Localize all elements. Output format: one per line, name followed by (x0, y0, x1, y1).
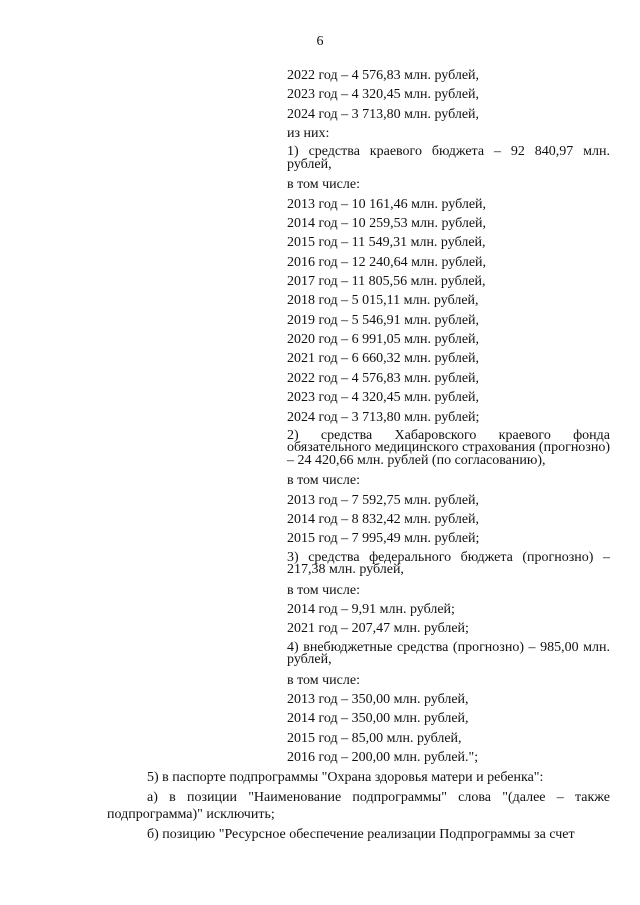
list-line: 2014 год – 9,91 млн. рублей; (287, 602, 455, 618)
list-line: 2013 год – 350,00 млн. рублей, (287, 692, 469, 708)
page-number: 6 (316, 34, 324, 49)
list-line: 2016 год – 12 240,64 млн. рублей, (287, 254, 487, 270)
list-line: 2021 год – 207,47 млн. рублей; (287, 621, 469, 637)
list-line: 2015 год – 85,00 млн. рублей, (287, 730, 462, 746)
extrabudgetary-heading: 4) внебюджетные средства (прогнозно) – 985,00 млн. рублей, (287, 639, 610, 668)
item-5a-text: а) в позиции "Наименование подпрограммы" слова "(далее – также подпрограмма)" исключить; (107, 789, 610, 822)
list-line: 2013 год – 7 592,75 млн. рублей, (287, 492, 480, 508)
list-line: из них: (287, 126, 330, 142)
list-line: 2014 год – 8 832,42 млн. рублей, (287, 512, 480, 528)
list-line: 2014 год – 350,00 млн. рублей, (287, 711, 469, 727)
regional-budget-heading: 1) средства краевого бюджета – 92 840,97 млн. рублей, (287, 144, 610, 172)
list-line: 2019 год – 5 546,91 млн. рублей, (287, 312, 480, 328)
list-line: 2018 год – 5 015,11 млн. рублей, (287, 293, 479, 309)
item-5b-text: б) позицию "Ресурсное обеспечение реализации Подпрограммы за счет (147, 826, 575, 842)
list-line: в том числе: (287, 177, 360, 193)
list-line: в том числе: (287, 473, 360, 489)
insurance-fund-heading: 2) средства Хабаровского краевого фонда обязательного медицинского страхования (прогнозно) – 24 420,66 млн. рублей (по согласованию), (287, 427, 610, 468)
list-line: 2015 год – 7 995,49 млн. рублей; (287, 531, 480, 547)
list-line: 2024 год – 3 713,80 млн. рублей; (287, 409, 480, 425)
list-line: 2024 год – 3 713,80 млн. рублей, (287, 106, 480, 122)
list-line: в том числе: (287, 672, 360, 688)
list-line: 2023 год – 4 320,45 млн. рублей, (287, 390, 480, 406)
list-line: 2020 год – 6 991,05 млн. рублей, (287, 332, 480, 348)
funding-list (287, 66, 610, 767)
list-line: 2013 год – 10 161,46 млн. рублей, (287, 196, 487, 212)
list-line: 2023 год – 4 320,45 млн. рублей, (287, 87, 480, 103)
list-line: в том числе: (287, 582, 360, 598)
list-line: 2014 год – 10 259,53 млн. рублей, (287, 216, 487, 232)
list-line: 2015 год – 11 549,31 млн. рублей, (287, 235, 486, 251)
amendment-items (107, 768, 610, 844)
item-5-text: 5) в паспорте подпрограммы "Охрана здоровья матери и ребенка": (147, 770, 544, 785)
list-line: 2021 год – 6 660,32 млн. рублей, (287, 351, 480, 367)
list-line: 2022 год – 4 576,83 млн. рублей, (287, 68, 480, 83)
list-line: 2017 год – 11 805,56 млн. рублей, (287, 274, 486, 290)
list-line: 2022 год – 4 576,83 млн. рублей, (287, 370, 480, 386)
federal-budget-heading: 3) средства федерального бюджета (прогнозно) – 217,38 млн. рублей, (287, 549, 610, 578)
list-line: 2016 год – 200,00 млн. рублей."; (287, 750, 479, 766)
